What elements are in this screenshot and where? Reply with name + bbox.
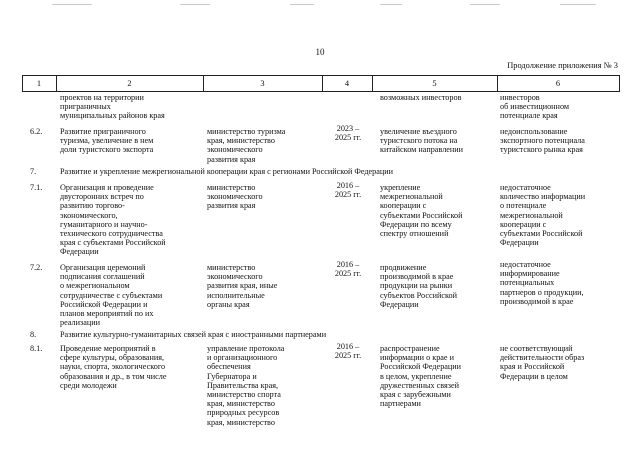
row-number: 7.2. — [30, 263, 43, 272]
row-number: 8.1. — [30, 344, 43, 353]
period-text: 2016 – 2025 гг. — [334, 260, 362, 279]
measure-text: Проведение мероприятий в сфере культуры, образования, науки, спорта, экологического образования и др., в том числе среди молодежи — [60, 344, 167, 390]
section-number: 7. — [30, 167, 37, 176]
continuation-caption: Продолжение приложения № 3 — [507, 61, 618, 70]
column-number: 4 — [344, 79, 350, 88]
section-title: Развитие культурно-гуманитарных связей края с иностранными партнерами — [60, 330, 327, 339]
measure-text: Развитие приграничного туризма, увеличение в нем доли туристского экспорта — [60, 127, 154, 155]
period-text: 2016 – 2025 гг. — [334, 181, 362, 200]
column-number: 5 — [432, 79, 437, 88]
scan-mark — [380, 4, 402, 5]
column-divider — [619, 75, 620, 92]
section-title: Развитие и укрепление межрегиональной кооперации края с регионами Российской Федерации — [60, 167, 394, 176]
table-header-bottom-border — [22, 91, 620, 92]
executors-text: министерство экономического развития края, иные исполнительные органы края — [207, 263, 278, 309]
result-text: распространение информации о крае и Российской Федерации в целом, укрепление дружественных связей края с зарубежными партнерами — [380, 344, 462, 409]
executors-text: управление протокола и организационного обеспечения Губернатора и Правительства края, министерство спорта края, министерство природных ресурсов края, министерство — [207, 344, 285, 427]
row-number: 7.1. — [30, 183, 43, 192]
measure-text: проектов на территории приграничных муниципальных районов края — [60, 93, 165, 121]
result-text: продвижение производимой в крае продукции на рынки субъектов Российской Федерации — [380, 263, 458, 309]
page-number: 10 — [315, 47, 325, 57]
column-number: 6 — [555, 79, 561, 88]
scan-mark — [52, 4, 92, 5]
consequence-text: недостаточное количество информации о потенциале межрегиональной кооперации с субъектами Российской Федерации — [500, 183, 586, 248]
consequence-text: недостаточное информирование потенциальных партнеров о продукции, производимой в крае — [500, 260, 584, 306]
result-text: увеличение въездного туристского потока на китайском направлении — [380, 127, 464, 155]
measure-text: Организация и проведение двусторонних встреч по развитию торгово- экономического, гуманитарного и научно- технического сотрудничества края с субъектами Российской Федерации — [60, 183, 166, 257]
section-number: 8. — [30, 330, 37, 339]
scan-mark — [290, 4, 314, 5]
result-text: возможных инвесторов — [380, 93, 462, 102]
scan-mark — [560, 4, 596, 5]
result-text: укрепление межрегиональной кооперации с субъектами Российской Федерации по всему спектру отношений — [380, 183, 463, 239]
executors-text: министерство туризма края, министерство экономического развития края — [207, 127, 286, 164]
executors-text: министерство экономического развития края — [207, 183, 263, 211]
column-number: 1 — [36, 79, 42, 88]
table-top-border — [22, 75, 620, 76]
consequence-text: недоиспользование экспортного потенциала туристского рынка края — [500, 127, 585, 155]
scan-mark — [180, 4, 210, 5]
column-number: 2 — [127, 79, 132, 88]
measure-text: Организация церемоний подписания соглашений о межрегиональном сотрудничестве с субъектами Российской Федерации и планов мероприятий по их реализации — [60, 263, 163, 328]
column-number: 3 — [260, 79, 265, 88]
period-text: 2023 – 2025 гг. — [334, 124, 362, 143]
consequence-text: инвесторов об инвестиционном потенциале края — [500, 93, 570, 121]
consequence-text: не соответствующий действительности образ края и Российской Федерации в целом — [500, 344, 585, 381]
scan-mark — [470, 4, 500, 5]
period-text: 2016 – 2025 гг. — [334, 342, 362, 361]
row-number: 6.2. — [30, 127, 43, 136]
